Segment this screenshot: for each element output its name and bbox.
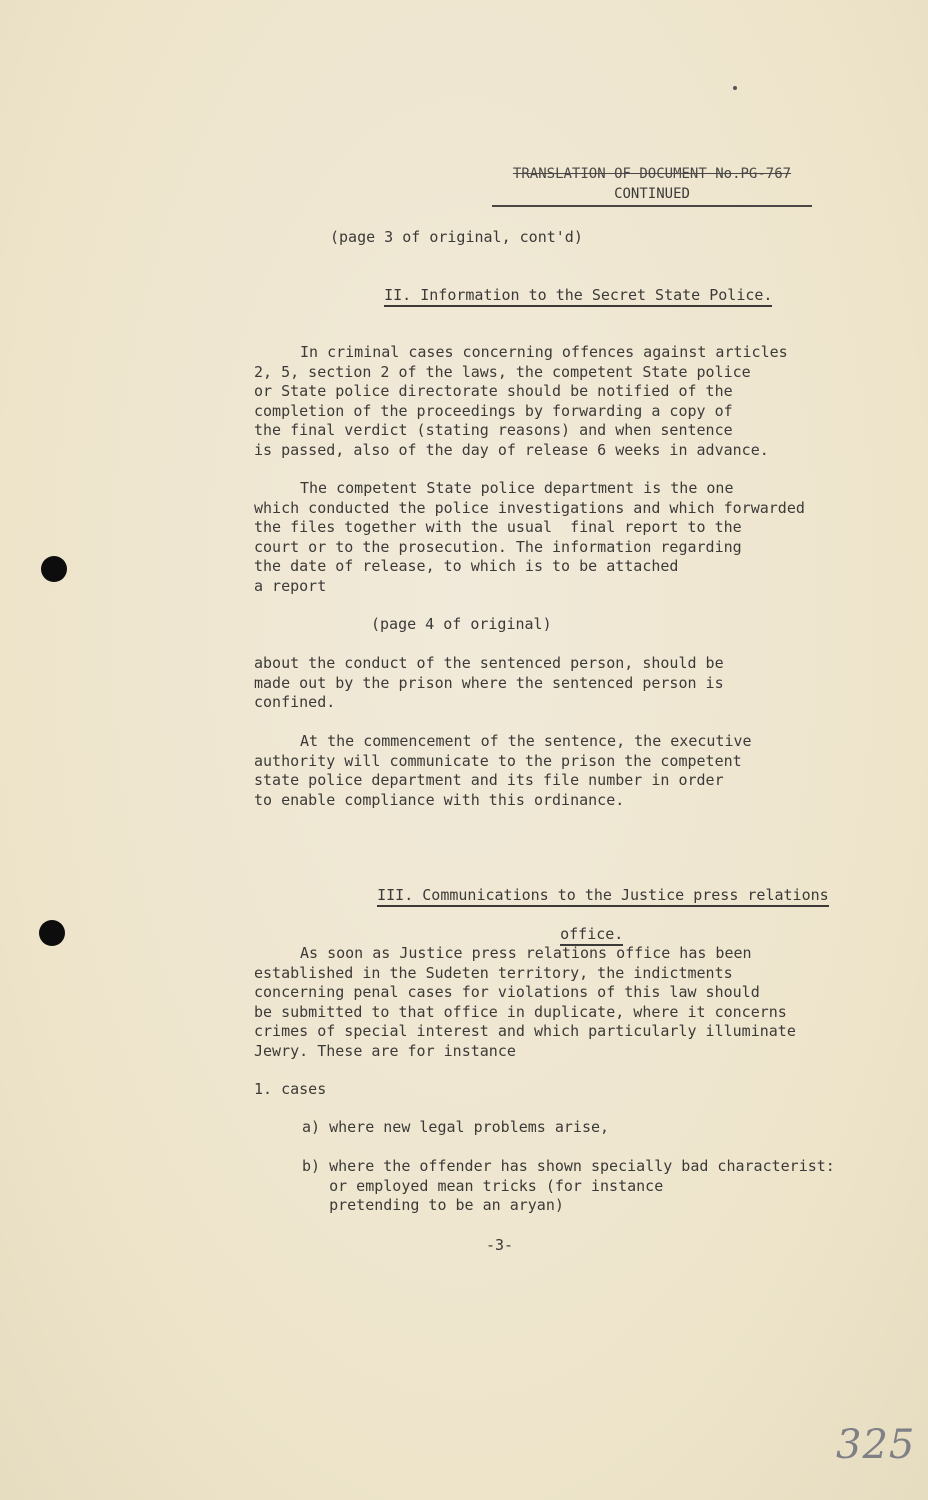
text-line: The competent State police department is the one	[300, 479, 734, 497]
text-line: b) where the offender has shown specially bad characterist:	[302, 1157, 835, 1175]
text-line: 2, 5, section 2 of the laws, the competent State police	[254, 362, 751, 381]
text-line: or State police directorate should be notified of the	[254, 382, 733, 400]
text-line: about the conduct of the sentenced person, should be	[254, 654, 724, 672]
section2-paragraph-1	[254, 343, 788, 460]
text-line: authority will communicate to the prison the competent	[254, 751, 742, 770]
page3-note: (page 3 of original, cont'd)	[330, 228, 583, 246]
list-intro: 1. cases	[254, 1080, 327, 1098]
text-line: In criminal cases concerning offences against articles	[300, 343, 788, 361]
text-line: be submitted to that office in duplicate, where it concerns	[254, 1002, 787, 1021]
text-line: made out by the prison where the sentenced person is	[254, 673, 724, 692]
text-line: Jewry. These are for instance	[254, 1041, 516, 1060]
page-number: -3-	[486, 1236, 514, 1254]
text-line: completion of the proceedings by forwarding a copy of	[254, 401, 733, 420]
text-line: At the commencement of the sentence, the executive	[300, 732, 752, 750]
punch-hole-bottom	[39, 920, 65, 946]
punch-hole-top	[41, 556, 67, 582]
text-line: the files together with the usual final report to the	[254, 518, 742, 536]
paper-speck	[733, 86, 737, 90]
text-line: which conducted the police investigations and which forwarded	[254, 498, 805, 517]
translation-header	[492, 166, 812, 207]
text-line: As soon as Justice press relations office has been	[300, 944, 752, 962]
text-line: confined.	[254, 693, 336, 711]
header-subtitle: CONTINUED	[614, 186, 690, 202]
text-line: or employed mean tricks (for instance	[302, 1176, 664, 1195]
section3-paragraph-1	[254, 944, 796, 1061]
list-item-b	[302, 1157, 835, 1216]
text-line: the date of release, to which is to be attached	[254, 557, 679, 575]
text-line: a report	[254, 576, 327, 595]
section2-heading-text: II. Information to the Secret State Police.	[384, 286, 772, 307]
page4-note: (page 4 of original)	[371, 615, 552, 633]
text-line: established in the Sudeten territory, the indictments	[254, 963, 733, 982]
text-line: to enable compliance with this ordinance.	[254, 790, 625, 809]
section3-heading-text-2: office.	[560, 925, 623, 946]
text-line: court or to the prosecution. The information regarding	[254, 537, 742, 556]
section2-paragraph-2	[254, 479, 805, 596]
text-line: crimes of special interest and which particularly illuminate	[254, 1022, 796, 1040]
text-line: state police department and its file number in order	[254, 771, 724, 789]
section2-heading	[348, 266, 772, 325]
header-title: TRANSLATION OF DOCUMENT No.PG-767	[512, 166, 792, 182]
list-item-a: a) where new legal problems arise,	[302, 1118, 610, 1136]
text-line: concerning penal cases for violations of this law should	[254, 983, 760, 1001]
section3-heading-text: III. Communications to the Justice press relations	[377, 886, 829, 907]
text-line: the final verdict (stating reasons) and when sentence	[254, 421, 733, 439]
text-line: is passed, also of the day of release 6 weeks in advance.	[254, 440, 769, 459]
section2-paragraph-4	[254, 732, 752, 810]
header-rule	[492, 205, 812, 207]
text-line: pretending to be an aryan)	[302, 1196, 564, 1214]
handwritten-page-number: 325	[836, 1422, 916, 1468]
section2-paragraph-3	[254, 654, 724, 713]
